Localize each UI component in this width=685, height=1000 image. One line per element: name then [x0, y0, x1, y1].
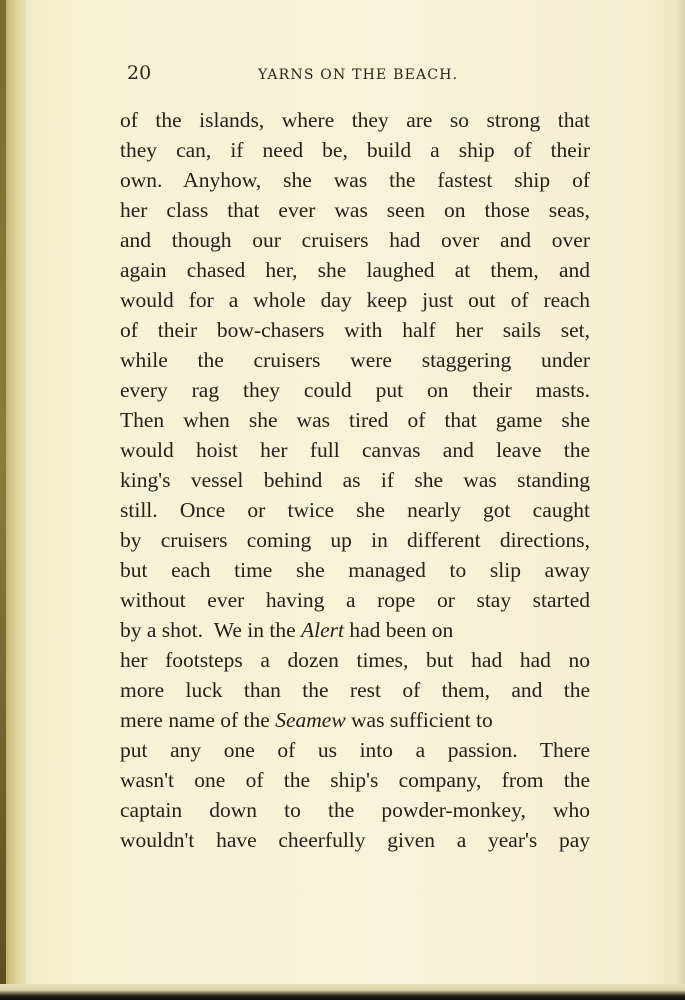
text-line: still. Once or twice she nearly got caught — [120, 498, 590, 522]
text-line: but each time she managed to slip away — [120, 558, 590, 582]
text-line: and though our cruisers had over and over — [120, 228, 590, 252]
text-line: captain down to the powder-monkey, who — [120, 798, 590, 822]
text-line: would hoist her full canvas and leave the — [120, 438, 590, 462]
text-line: by cruisers coming up in different directions, — [120, 528, 590, 552]
text-line — [120, 615, 590, 645]
running-title: YARNS ON THE BEACH. — [258, 67, 459, 83]
text-line: her footsteps a dozen times, but had had no — [120, 648, 590, 672]
text-line: own. Anyhow, she was the fastest ship of — [120, 168, 590, 192]
text-line: every rag they could put on their masts. — [120, 378, 590, 402]
body-text — [120, 105, 590, 855]
text-line: king's vessel behind as if she was standing — [120, 468, 590, 492]
ship-name-seamew: Seamew — [275, 708, 346, 732]
text-line: of the islands, where they are so strong that — [120, 108, 590, 132]
text-run: mere name of the — [120, 708, 270, 732]
text-line: her class that ever was seen on those seas, — [120, 198, 590, 222]
page-number: 20 — [127, 62, 152, 84]
page-bottom-edge — [0, 984, 685, 1000]
text-line: would for a whole day keep just out of reach — [120, 288, 590, 312]
text-line: put any one of us into a passion. There — [120, 738, 590, 762]
text-run: by a shot. — [120, 618, 204, 642]
text-line: without ever having a rope or stay started — [120, 588, 590, 612]
text-line: wasn't one of the ship's company, from the — [120, 768, 590, 792]
page-edge — [677, 0, 685, 1000]
text-line: of their bow-chasers with half her sails set, — [120, 318, 590, 342]
text-run: was sufficient to — [351, 708, 493, 732]
text-line: more luck than the rest of them, and the — [120, 678, 590, 702]
binding-edge — [0, 0, 6, 1000]
page-header — [127, 62, 587, 88]
text-line: they can, if need be, build a ship of their — [120, 138, 590, 162]
text-line: wouldn't have cheerfully given a year's pay — [120, 828, 590, 852]
text-line — [120, 705, 590, 735]
text-line: Then when she was tired of that game she — [120, 408, 590, 432]
text-run: had been on — [349, 618, 454, 642]
text-run: We in the — [213, 618, 296, 642]
ship-name-alert: Alert — [301, 618, 344, 642]
text-line: again chased her, she laughed at them, and — [120, 258, 590, 282]
text-line: while the cruisers were staggering under — [120, 348, 590, 372]
